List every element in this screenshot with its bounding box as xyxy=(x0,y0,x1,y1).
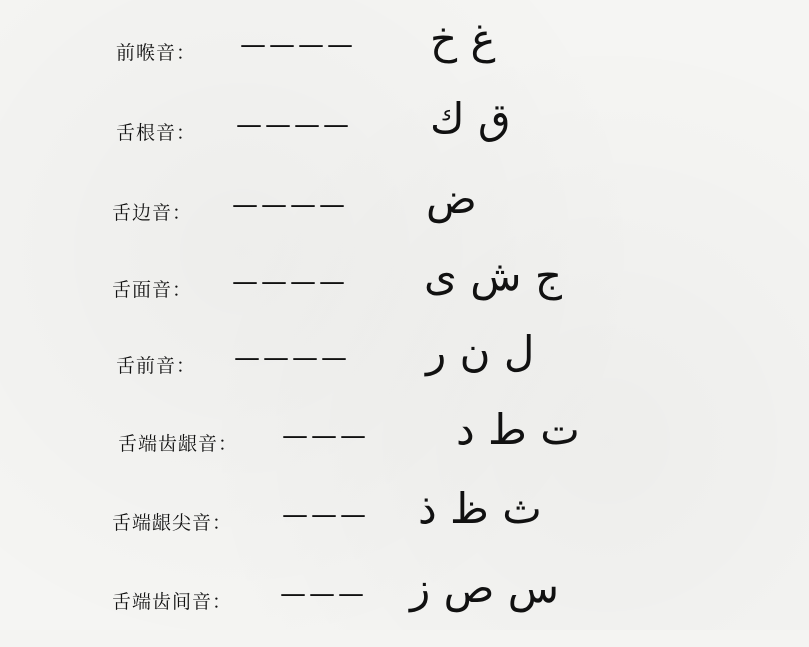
arabic-letters: غ خ xyxy=(430,14,496,63)
articulation-row xyxy=(0,327,809,411)
articulation-row xyxy=(0,174,809,258)
articulation-label: 舌面音： xyxy=(112,279,193,301)
dash-line: ———— xyxy=(240,30,356,60)
arabic-letters: ث ظ ذ xyxy=(418,484,542,533)
arabic-letters: س ص ز xyxy=(410,563,560,612)
articulation-row xyxy=(0,14,809,98)
articulation-label: 舌端龈尖音： xyxy=(112,512,233,534)
arabic-letters: ق ك xyxy=(430,94,511,143)
articulation-label: 舌端齿龈音： xyxy=(118,433,239,455)
arabic-letters: ل ن ر xyxy=(426,327,535,376)
articulation-row xyxy=(0,563,809,647)
dash-line: ——— xyxy=(280,579,367,609)
arabic-letters: ج ش ى xyxy=(424,251,562,300)
arabic-letters: ض xyxy=(426,174,477,223)
articulation-row xyxy=(0,484,809,568)
articulation-label: 舌端齿间音： xyxy=(112,591,233,613)
dash-line: ———— xyxy=(232,267,348,297)
arabic-letters: ت ط د xyxy=(456,405,580,454)
dash-line: ———— xyxy=(232,190,348,220)
articulation-label: 舌前音： xyxy=(116,355,197,377)
dash-line: ———— xyxy=(234,343,350,373)
articulation-label: 舌根音： xyxy=(116,122,197,144)
articulation-label: 前喉音： xyxy=(116,42,197,64)
articulation-row xyxy=(0,94,809,178)
articulation-label: 舌边音： xyxy=(112,202,193,224)
articulation-row xyxy=(0,251,809,335)
dash-line: ———— xyxy=(236,110,352,140)
dash-line: ——— xyxy=(282,421,369,451)
articulation-row xyxy=(0,405,809,489)
dash-line: ——— xyxy=(282,500,369,530)
